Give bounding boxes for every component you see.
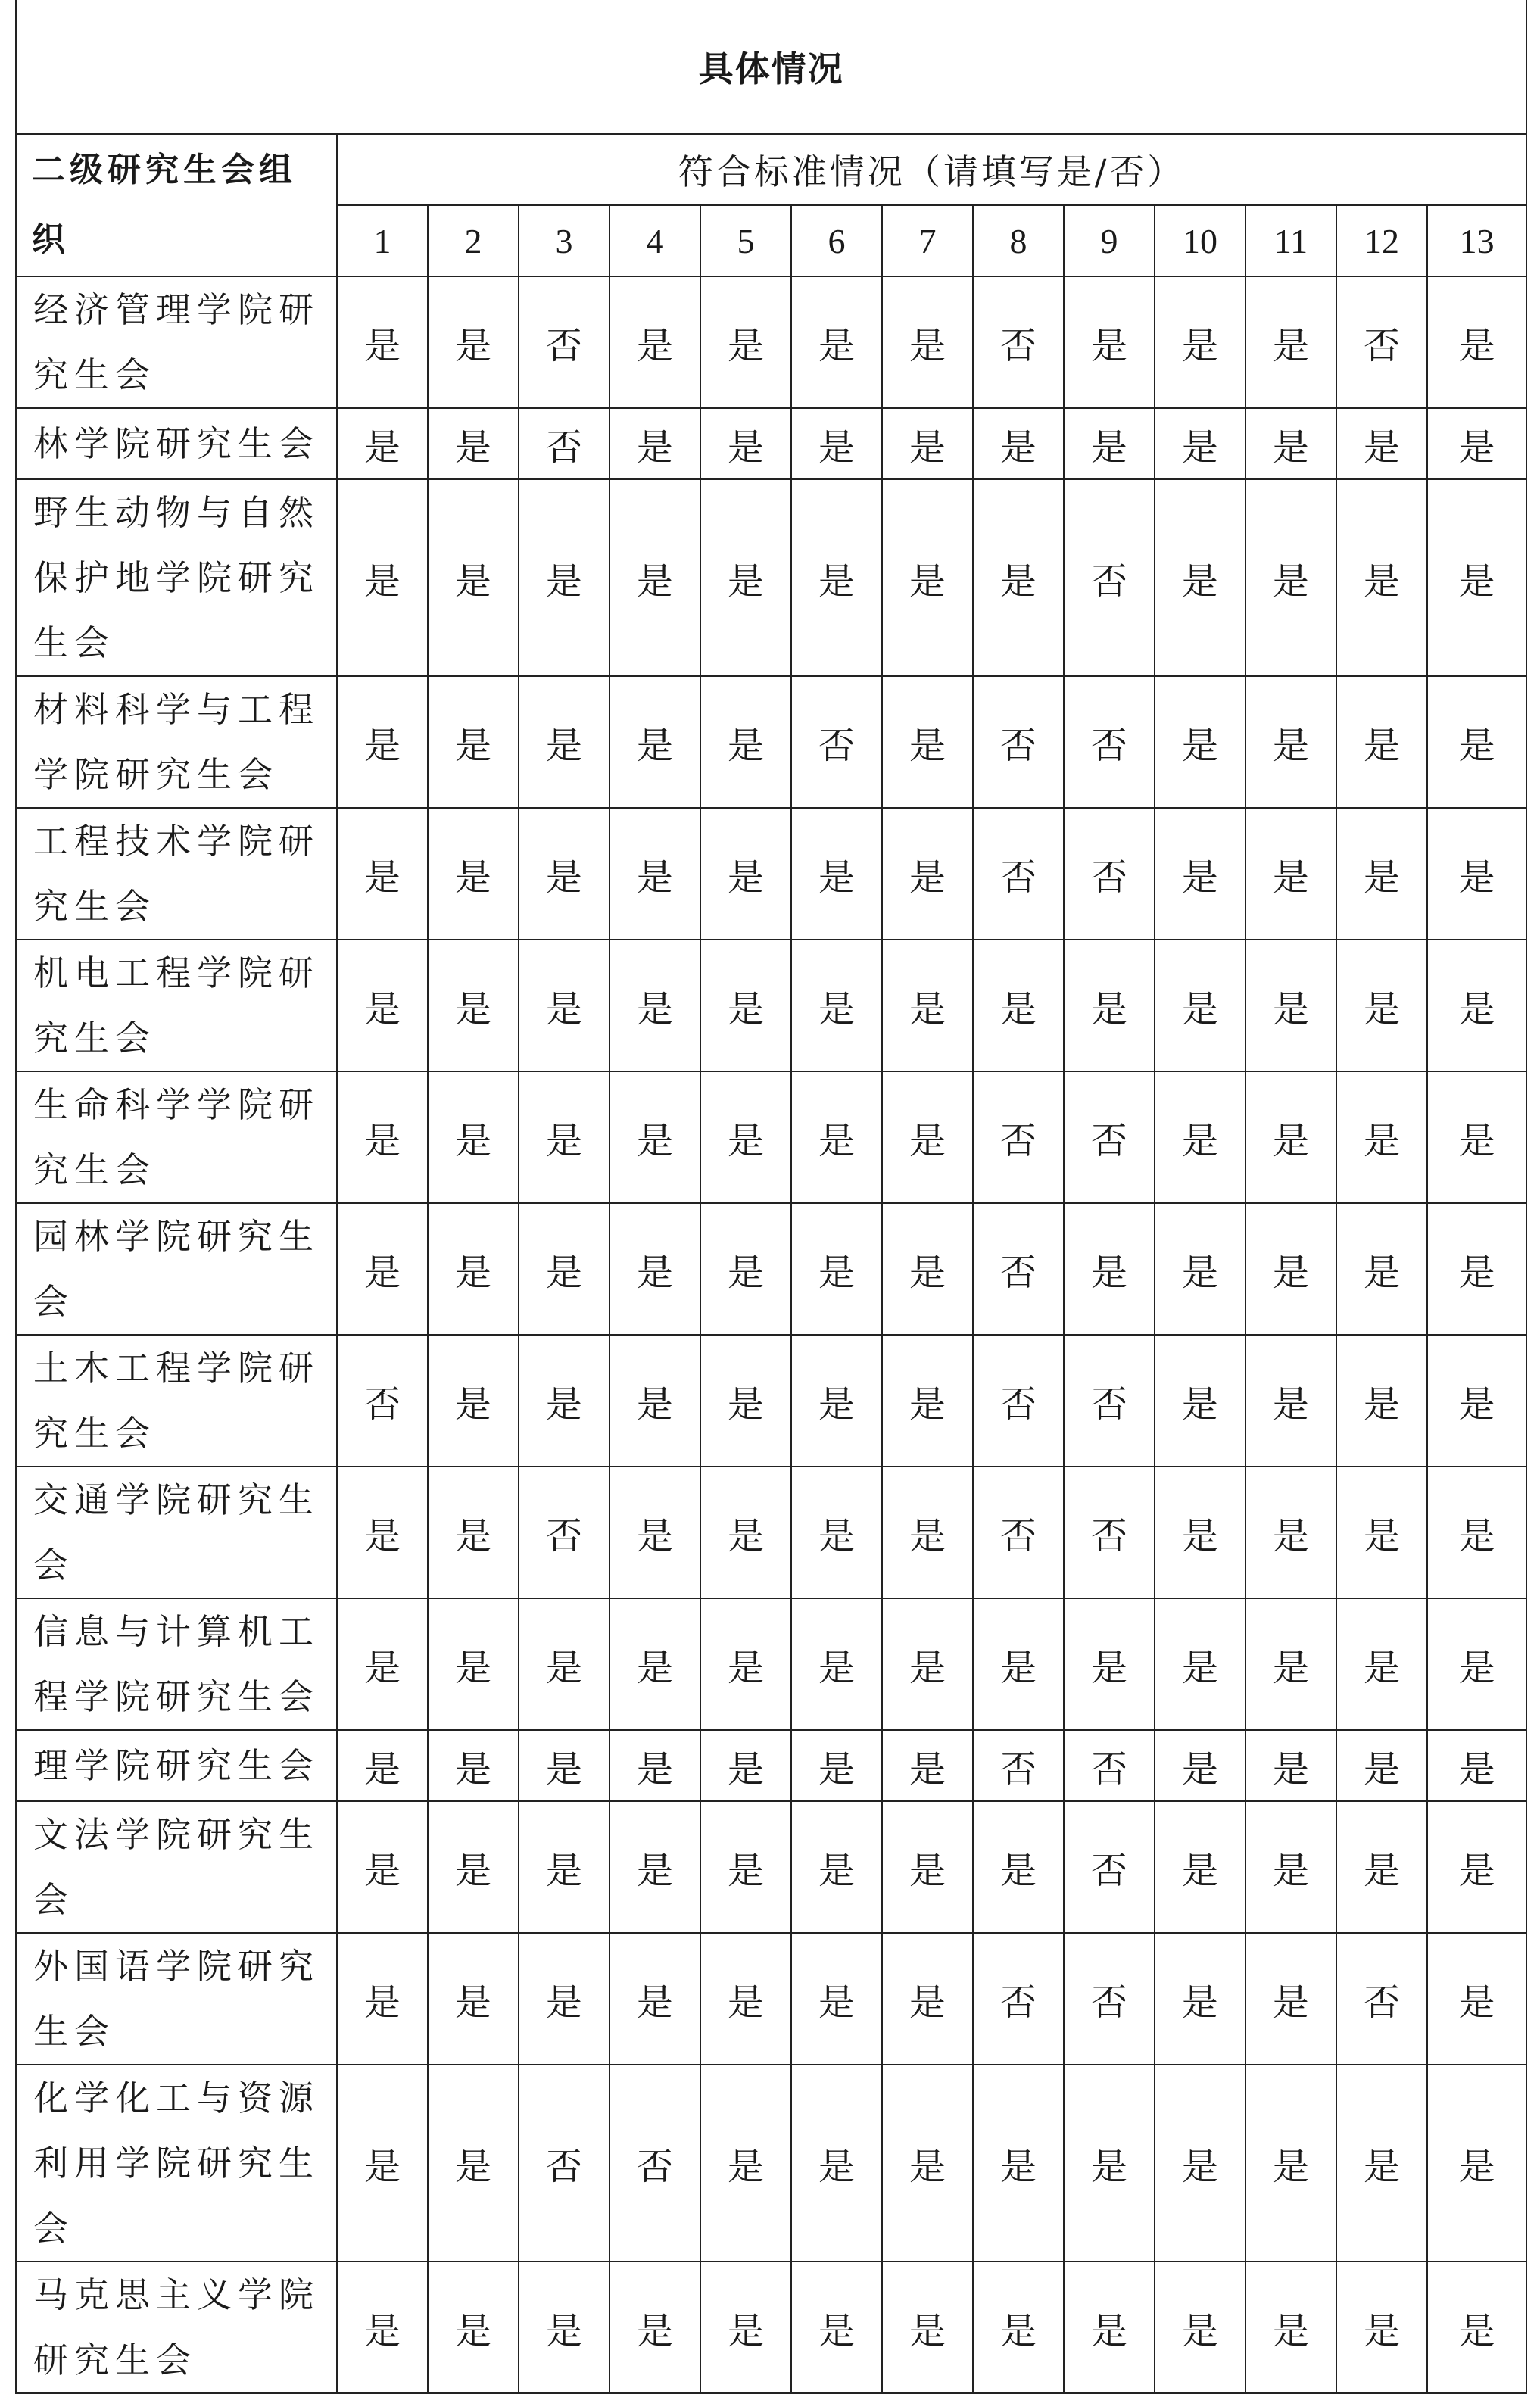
criteria-value-cell: 是 (791, 1801, 882, 1933)
criteria-value-cell: 否 (973, 1467, 1064, 1598)
criteria-value-cell: 是 (1427, 479, 1526, 676)
criteria-value-cell: 是 (1427, 408, 1526, 479)
criteria-value-cell: 是 (428, 1933, 519, 2065)
criteria-value-cell: 是 (1245, 1203, 1336, 1335)
criteria-value-cell: 否 (1064, 1467, 1155, 1598)
criteria-value-cell: 是 (1064, 940, 1155, 1071)
criteria-value-cell: 是 (700, 1467, 791, 1598)
criteria-value-cell: 是 (519, 479, 609, 676)
criteria-value-cell: 否 (519, 2065, 609, 2262)
criteria-value-cell: 是 (700, 408, 791, 479)
criteria-value-cell: 是 (791, 1598, 882, 1730)
criteria-value-cell: 是 (609, 1598, 700, 1730)
criteria-number-7: 7 (882, 205, 973, 276)
criteria-number-3: 3 (519, 205, 609, 276)
criteria-value-cell: 是 (1245, 1933, 1336, 2065)
criteria-value-cell: 是 (1064, 1203, 1155, 1335)
criteria-value-cell: 否 (973, 676, 1064, 808)
criteria-value-cell: 是 (882, 2262, 973, 2393)
criteria-value-cell: 是 (609, 2262, 700, 2393)
criteria-value-cell: 是 (519, 2262, 609, 2393)
criteria-value-cell: 是 (337, 1467, 428, 1598)
criteria-value-cell: 是 (337, 1933, 428, 2065)
criteria-value-cell: 是 (791, 808, 882, 940)
criteria-value-cell: 是 (428, 2262, 519, 2393)
criteria-value-cell: 是 (609, 808, 700, 940)
criteria-value-cell: 是 (973, 1598, 1064, 1730)
criteria-number-1: 1 (337, 205, 428, 276)
criteria-value-cell: 是 (882, 1203, 973, 1335)
criteria-value-cell: 是 (609, 408, 700, 479)
criteria-value-cell: 是 (700, 276, 791, 408)
org-name-cell: 工程技术学院研究生会 (16, 808, 337, 940)
criteria-value-cell: 否 (1064, 1730, 1155, 1801)
criteria-number-13: 13 (1427, 205, 1526, 276)
criteria-value-cell: 是 (791, 1467, 882, 1598)
criteria-value-cell: 是 (428, 1801, 519, 1933)
criteria-value-cell: 是 (1155, 2065, 1245, 2262)
criteria-value-cell: 是 (1336, 1801, 1427, 1933)
criteria-value-cell: 是 (882, 2065, 973, 2262)
criteria-value-cell: 是 (519, 1071, 609, 1203)
criteria-value-cell: 是 (973, 408, 1064, 479)
criteria-value-cell: 是 (1427, 1730, 1526, 1801)
criteria-value-cell: 是 (700, 2065, 791, 2262)
table-row (16, 276, 1526, 408)
criteria-value-cell: 是 (1336, 676, 1427, 808)
criteria-value-cell: 是 (700, 676, 791, 808)
criteria-value-cell: 是 (337, 1730, 428, 1801)
criteria-value-cell: 是 (700, 1335, 791, 1467)
criteria-value-cell: 是 (609, 940, 700, 1071)
criteria-value-cell: 是 (1427, 676, 1526, 808)
criteria-value-cell: 是 (791, 940, 882, 1071)
criteria-number-11: 11 (1245, 205, 1336, 276)
criteria-value-cell: 是 (882, 408, 973, 479)
criteria-value-cell: 是 (609, 1203, 700, 1335)
criteria-value-cell: 是 (882, 940, 973, 1071)
criteria-value-cell: 是 (337, 1071, 428, 1203)
criteria-value-cell: 是 (1064, 276, 1155, 408)
org-name-cell: 马克思主义学院研究生会 (16, 2262, 337, 2393)
org-name-cell: 土木工程学院研究生会 (16, 1335, 337, 1467)
criteria-value-cell: 是 (1155, 1598, 1245, 1730)
criteria-value-cell: 否 (1064, 676, 1155, 808)
criteria-value-cell: 是 (519, 1203, 609, 1335)
criteria-value-cell: 是 (519, 1801, 609, 1933)
criteria-value-cell: 否 (791, 676, 882, 808)
criteria-value-cell: 是 (973, 1801, 1064, 1933)
org-name-cell: 机电工程学院研究生会 (16, 940, 337, 1071)
criteria-value-cell: 是 (519, 1933, 609, 2065)
criteria-value-cell: 是 (1427, 2262, 1526, 2393)
criteria-value-cell: 是 (791, 1203, 882, 1335)
criteria-value-cell: 是 (337, 2262, 428, 2393)
criteria-value-cell: 是 (1336, 1598, 1427, 1730)
criteria-value-cell: 是 (337, 2065, 428, 2262)
criteria-value-cell: 是 (1155, 808, 1245, 940)
criteria-value-cell: 是 (700, 1598, 791, 1730)
criteria-value-cell: 是 (1245, 1801, 1336, 1933)
table-row (16, 2262, 1526, 2393)
criteria-value-cell: 是 (428, 1203, 519, 1335)
criteria-value-cell: 是 (1245, 808, 1336, 940)
criteria-value-cell: 是 (1155, 676, 1245, 808)
criteria-value-cell: 是 (1336, 808, 1427, 940)
evaluation-table (15, 0, 1527, 2394)
criteria-value-cell: 是 (882, 1801, 973, 1933)
criteria-value-cell: 是 (700, 1730, 791, 1801)
criteria-value-cell: 是 (1427, 1467, 1526, 1598)
org-name-cell: 外国语学院研究生会 (16, 1933, 337, 2065)
criteria-value-cell: 是 (428, 808, 519, 940)
criteria-value-cell: 是 (973, 2262, 1064, 2393)
table-row (16, 1598, 1526, 1730)
criteria-value-cell: 否 (1064, 1071, 1155, 1203)
criteria-value-cell: 是 (337, 940, 428, 1071)
criteria-value-cell: 是 (609, 676, 700, 808)
criteria-value-cell: 是 (1155, 1801, 1245, 1933)
criteria-value-cell: 是 (428, 1335, 519, 1467)
org-name-cell: 材料科学与工程学院研究生会 (16, 676, 337, 808)
criteria-value-cell: 是 (700, 940, 791, 1071)
criteria-value-cell: 是 (791, 408, 882, 479)
criteria-value-cell: 否 (519, 1467, 609, 1598)
criteria-value-cell: 是 (609, 1071, 700, 1203)
criteria-value-cell: 是 (1155, 1071, 1245, 1203)
criteria-value-cell: 是 (1155, 408, 1245, 479)
criteria-value-cell: 是 (1245, 940, 1336, 1071)
criteria-value-cell: 是 (791, 1071, 882, 1203)
criteria-value-cell: 否 (1064, 1933, 1155, 2065)
criteria-number-6: 6 (791, 205, 882, 276)
org-name-cell: 园林学院研究生会 (16, 1203, 337, 1335)
criteria-value-cell: 是 (1336, 940, 1427, 1071)
org-name-cell: 理学院研究生会 (16, 1730, 337, 1801)
criteria-value-cell: 是 (700, 1203, 791, 1335)
criteria-value-cell: 是 (428, 1730, 519, 1801)
criteria-value-cell: 是 (519, 1598, 609, 1730)
criteria-value-cell: 是 (609, 276, 700, 408)
criteria-value-cell: 否 (519, 276, 609, 408)
table-row (16, 1071, 1526, 1203)
criteria-value-cell: 是 (1336, 2262, 1427, 2393)
criteria-value-cell: 是 (337, 479, 428, 676)
criteria-value-cell: 是 (1427, 1203, 1526, 1335)
criteria-value-cell: 是 (337, 808, 428, 940)
criteria-value-cell: 是 (337, 676, 428, 808)
criteria-value-cell: 是 (609, 1801, 700, 1933)
criteria-value-cell: 是 (1336, 1203, 1427, 1335)
criteria-value-cell: 是 (882, 1071, 973, 1203)
criteria-value-cell: 是 (428, 1071, 519, 1203)
criteria-value-cell: 是 (1336, 408, 1427, 479)
criteria-value-cell: 是 (609, 1335, 700, 1467)
criteria-number-8: 8 (973, 205, 1064, 276)
criteria-value-cell: 否 (1064, 808, 1155, 940)
table-title: 具体情况 (16, 0, 1526, 134)
criteria-value-cell: 是 (337, 1203, 428, 1335)
criteria-value-cell: 是 (1336, 1071, 1427, 1203)
criteria-value-cell: 是 (1064, 1598, 1155, 1730)
table-row (16, 1467, 1526, 1598)
criteria-value-cell: 是 (1245, 676, 1336, 808)
criteria-value-cell: 是 (882, 1730, 973, 1801)
criteria-value-cell: 是 (882, 808, 973, 940)
criteria-value-cell: 是 (1427, 940, 1526, 1071)
criteria-value-cell: 是 (1155, 1335, 1245, 1467)
criteria-value-cell: 是 (791, 1933, 882, 2065)
criteria-value-cell: 是 (882, 1335, 973, 1467)
criteria-value-cell: 是 (519, 1730, 609, 1801)
criteria-value-cell: 是 (1245, 408, 1336, 479)
criteria-value-cell: 是 (609, 1933, 700, 2065)
criteria-value-cell: 是 (428, 479, 519, 676)
criteria-value-cell: 是 (1427, 808, 1526, 940)
criteria-value-cell: 是 (791, 2262, 882, 2393)
org-name-cell: 生命科学学院研究生会 (16, 1071, 337, 1203)
table-row (16, 1203, 1526, 1335)
criteria-value-cell: 是 (428, 676, 519, 808)
table-row (16, 808, 1526, 940)
criteria-value-cell: 是 (700, 479, 791, 676)
criteria-value-cell: 是 (1427, 276, 1526, 408)
criteria-value-cell: 是 (882, 676, 973, 808)
criteria-value-cell: 是 (1245, 1730, 1336, 1801)
criteria-value-cell: 是 (1336, 2065, 1427, 2262)
criteria-value-cell: 是 (1427, 1598, 1526, 1730)
criteria-value-cell: 是 (428, 1598, 519, 1730)
criteria-value-cell: 是 (1336, 1730, 1427, 1801)
criteria-value-cell: 是 (1336, 1335, 1427, 1467)
org-name-cell: 信息与计算机工程学院研究生会 (16, 1598, 337, 1730)
criteria-value-cell: 否 (973, 1730, 1064, 1801)
criteria-value-cell: 是 (1336, 479, 1427, 676)
criteria-value-cell: 是 (1155, 1467, 1245, 1598)
criteria-value-cell: 是 (337, 276, 428, 408)
criteria-value-cell: 否 (1336, 1933, 1427, 2065)
criteria-value-cell: 是 (791, 2065, 882, 2262)
criteria-value-cell: 是 (700, 2262, 791, 2393)
criteria-value-cell: 是 (337, 1598, 428, 1730)
org-column-header: 二级研究生会组织 (16, 134, 337, 276)
criteria-value-cell: 否 (973, 1933, 1064, 2065)
criteria-value-cell: 是 (1245, 2065, 1336, 2262)
criteria-value-cell: 是 (1427, 1071, 1526, 1203)
org-name-cell: 经济管理学院研究生会 (16, 276, 337, 408)
criteria-value-cell: 是 (1245, 1071, 1336, 1203)
criteria-value-cell: 是 (1064, 2262, 1155, 2393)
criteria-value-cell: 是 (519, 1335, 609, 1467)
criteria-value-cell: 是 (428, 408, 519, 479)
criteria-value-cell: 是 (1245, 1335, 1336, 1467)
criteria-value-cell: 否 (973, 1203, 1064, 1335)
criteria-value-cell: 是 (791, 479, 882, 676)
criteria-value-cell: 是 (337, 408, 428, 479)
criteria-value-cell: 是 (609, 479, 700, 676)
criteria-value-cell: 是 (973, 2065, 1064, 2262)
table-row (16, 1933, 1526, 2065)
criteria-value-cell: 是 (1427, 1335, 1526, 1467)
criteria-value-cell: 是 (1155, 479, 1245, 676)
criteria-value-cell: 否 (1064, 1335, 1155, 1467)
criteria-value-cell: 是 (428, 2065, 519, 2262)
criteria-value-cell: 是 (609, 1467, 700, 1598)
criteria-value-cell: 是 (1336, 1467, 1427, 1598)
criteria-value-cell: 是 (1155, 1203, 1245, 1335)
criteria-value-cell: 是 (882, 1598, 973, 1730)
criteria-value-cell: 是 (1245, 2262, 1336, 2393)
criteria-value-cell: 否 (1064, 479, 1155, 676)
criteria-value-cell: 是 (1245, 276, 1336, 408)
criteria-value-cell: 否 (973, 808, 1064, 940)
criteria-number-9: 9 (1064, 205, 1155, 276)
criteria-value-cell: 否 (973, 1335, 1064, 1467)
criteria-value-cell: 是 (791, 1335, 882, 1467)
table-row (16, 1335, 1526, 1467)
criteria-value-cell: 是 (1245, 479, 1336, 676)
criteria-value-cell: 是 (428, 276, 519, 408)
criteria-value-cell: 是 (519, 676, 609, 808)
criteria-number-4: 4 (609, 205, 700, 276)
criteria-value-cell: 是 (1245, 1467, 1336, 1598)
org-name-cell: 野生动物与自然保护地学院研究生会 (16, 479, 337, 676)
criteria-value-cell: 是 (1427, 2065, 1526, 2262)
criteria-value-cell: 是 (700, 1801, 791, 1933)
criteria-value-cell: 是 (973, 479, 1064, 676)
criteria-value-cell: 是 (337, 1801, 428, 1933)
table-row (16, 479, 1526, 676)
criteria-value-cell: 否 (1336, 276, 1427, 408)
criteria-number-12: 12 (1336, 205, 1427, 276)
criteria-value-cell: 是 (700, 1071, 791, 1203)
criteria-value-cell: 是 (428, 940, 519, 1071)
criteria-value-cell: 是 (1427, 1801, 1526, 1933)
criteria-value-cell: 是 (609, 1730, 700, 1801)
criteria-value-cell: 是 (791, 276, 882, 408)
criteria-value-cell: 否 (609, 2065, 700, 2262)
criteria-value-cell: 是 (1155, 1933, 1245, 2065)
org-name-cell: 化学化工与资源利用学院研究生会 (16, 2065, 337, 2262)
criteria-value-cell: 是 (700, 808, 791, 940)
criteria-value-cell: 否 (1064, 1801, 1155, 1933)
criteria-value-cell: 否 (337, 1335, 428, 1467)
criteria-value-cell: 是 (1427, 1933, 1526, 2065)
criteria-number-10: 10 (1155, 205, 1245, 276)
criteria-value-cell: 是 (882, 1933, 973, 2065)
criteria-value-cell: 是 (1155, 940, 1245, 1071)
table-row (16, 1801, 1526, 1933)
criteria-value-cell: 是 (428, 1467, 519, 1598)
table-row (16, 408, 1526, 479)
criteria-value-cell: 否 (973, 276, 1064, 408)
criteria-value-cell: 是 (1245, 1598, 1336, 1730)
criteria-group-header: 符合标准情况（请填写是/否） (337, 134, 1526, 205)
criteria-value-cell: 是 (519, 940, 609, 1071)
criteria-value-cell: 是 (1064, 2065, 1155, 2262)
criteria-value-cell: 是 (791, 1730, 882, 1801)
org-name-cell: 林学院研究生会 (16, 408, 337, 479)
criteria-value-cell: 是 (519, 808, 609, 940)
criteria-value-cell: 否 (973, 1071, 1064, 1203)
table-row (16, 676, 1526, 808)
criteria-value-cell: 是 (882, 276, 973, 408)
criteria-value-cell: 是 (1155, 276, 1245, 408)
table-row (16, 1730, 1526, 1801)
criteria-value-cell: 是 (973, 940, 1064, 1071)
org-name-cell: 文法学院研究生会 (16, 1801, 337, 1933)
criteria-value-cell: 否 (519, 408, 609, 479)
criteria-value-cell: 是 (1155, 2262, 1245, 2393)
criteria-value-cell: 是 (882, 1467, 973, 1598)
table-row (16, 940, 1526, 1071)
criteria-value-cell: 是 (700, 1933, 791, 2065)
table-row (16, 2065, 1526, 2262)
criteria-number-5: 5 (700, 205, 791, 276)
criteria-value-cell: 是 (882, 479, 973, 676)
criteria-value-cell: 是 (1064, 408, 1155, 479)
criteria-value-cell: 是 (1155, 1730, 1245, 1801)
org-name-cell: 交通学院研究生会 (16, 1467, 337, 1598)
criteria-number-2: 2 (428, 205, 519, 276)
